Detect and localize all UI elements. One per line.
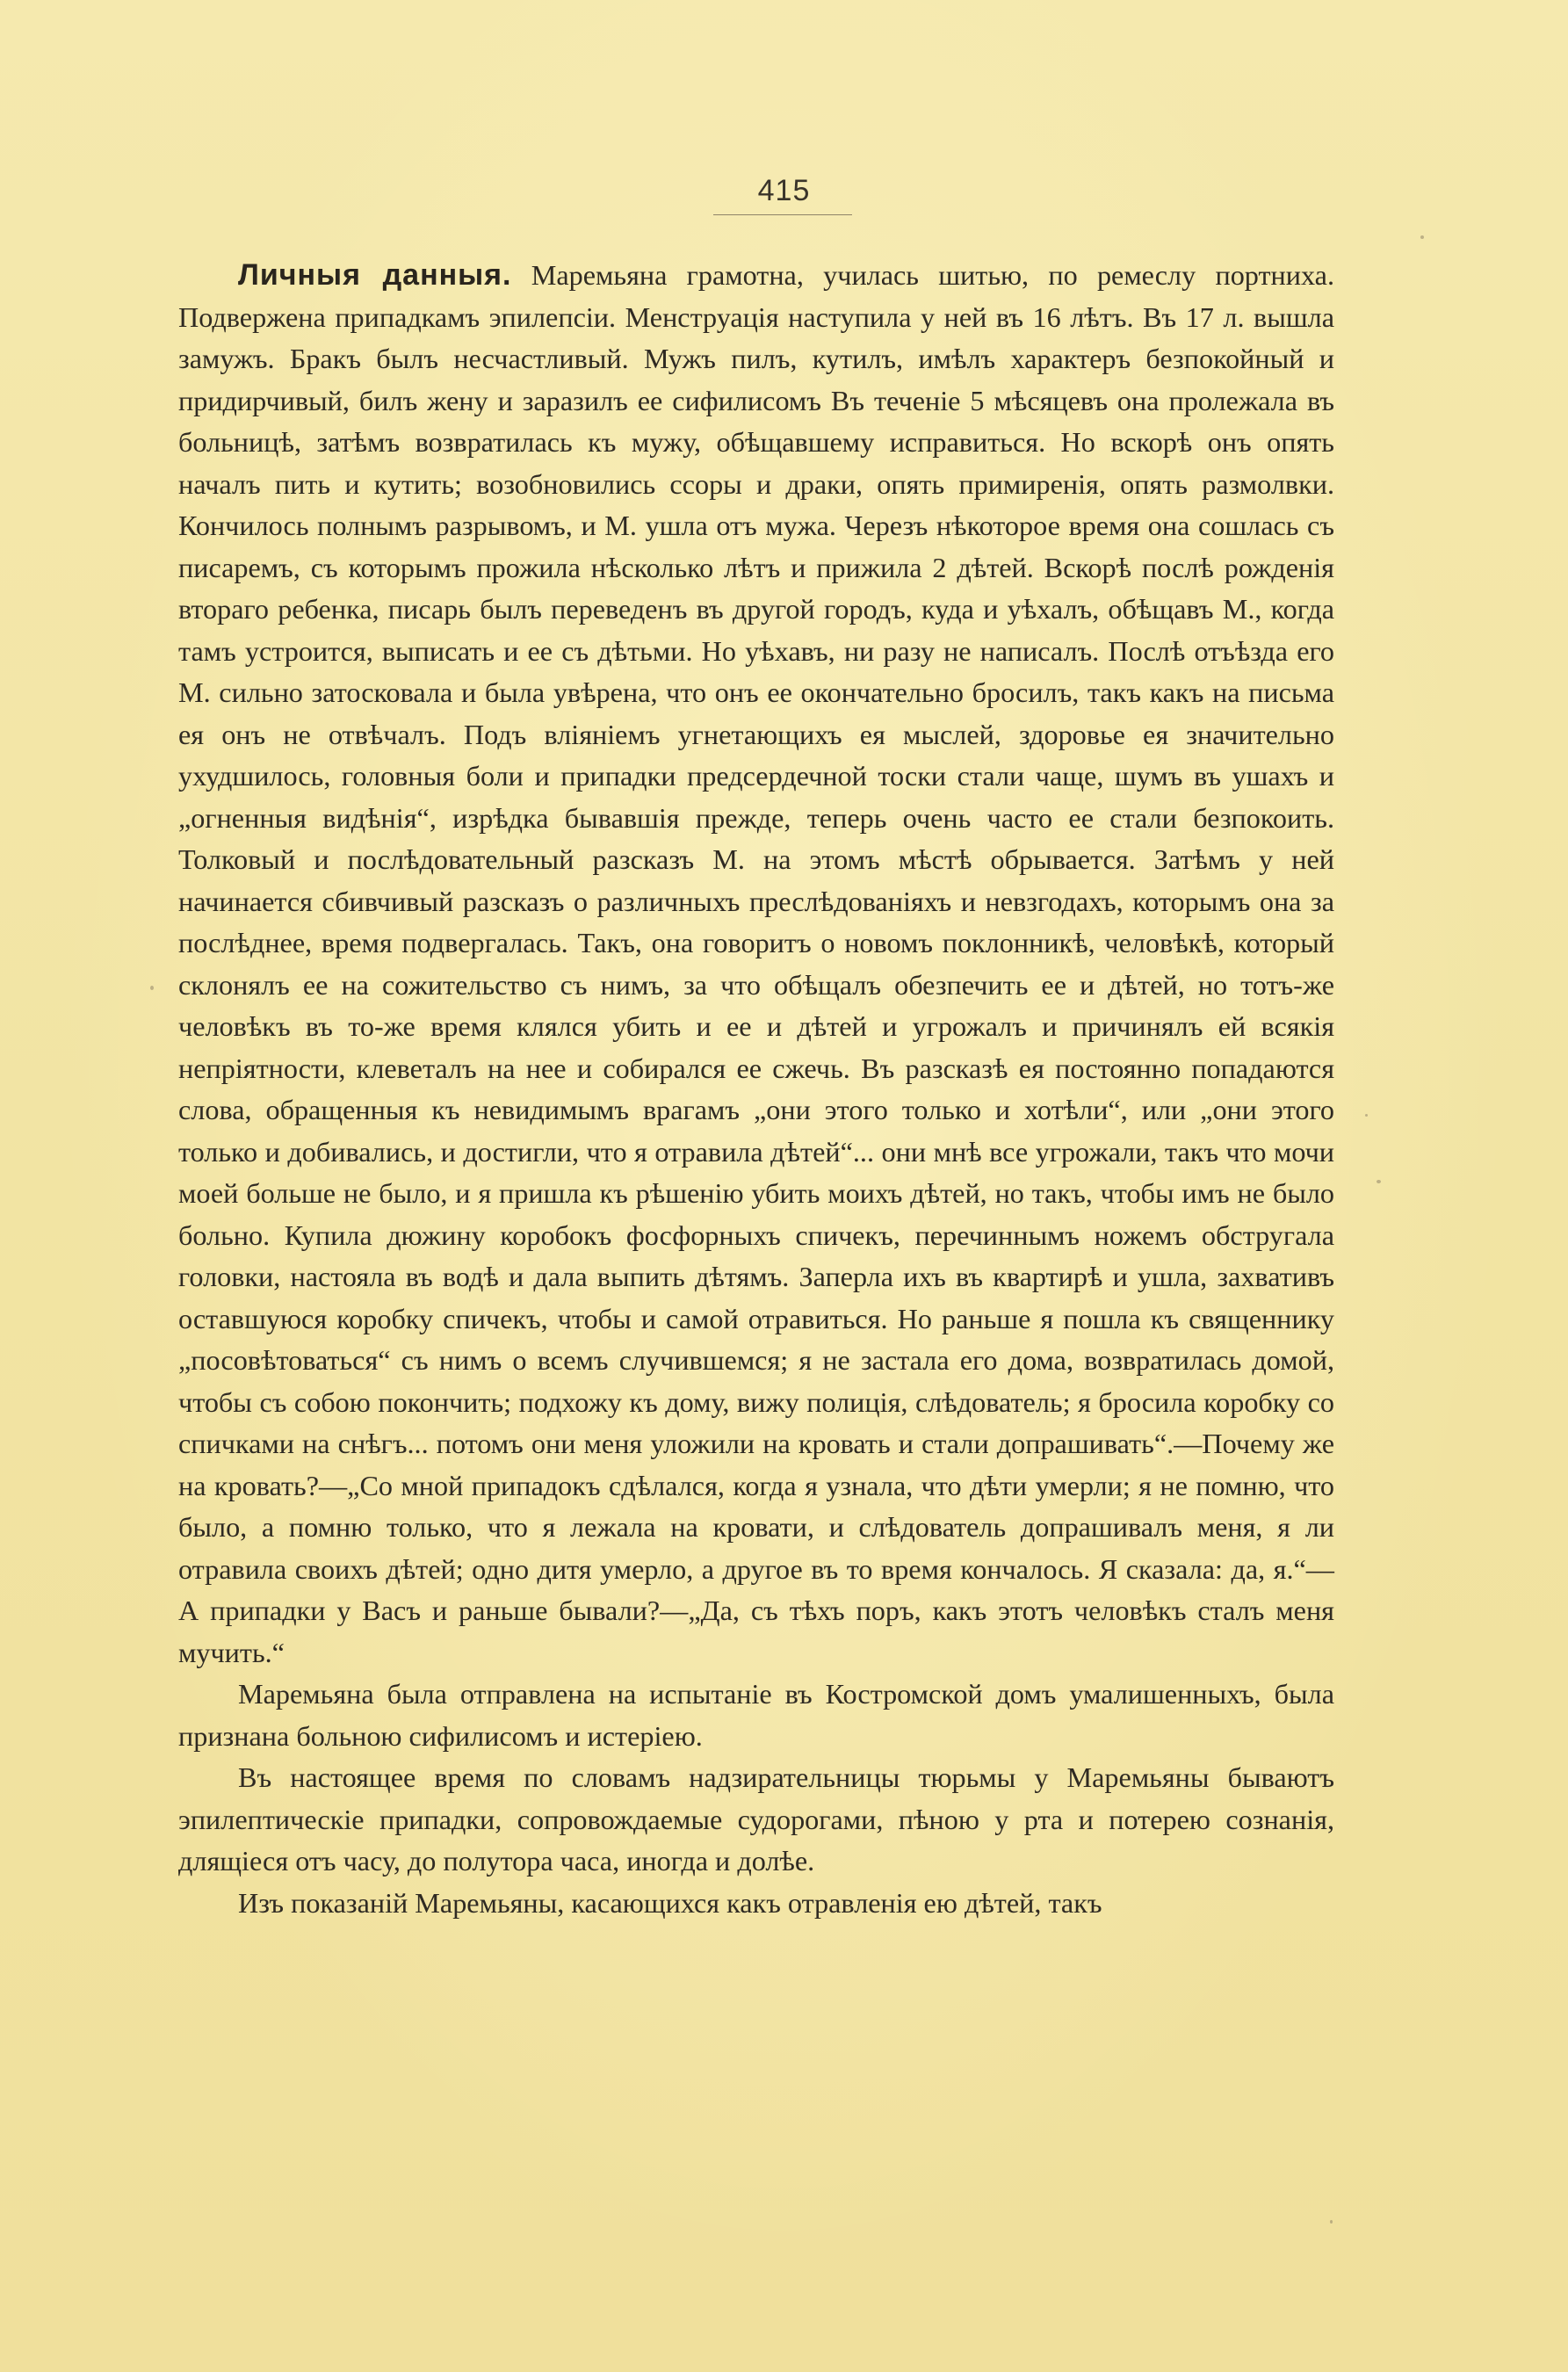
paragraph-asylum: Маремьяна была отправлена на испытаніе въ Костромской домъ умалишенныхъ, была признана больною сифилисомъ и истеріею. xyxy=(178,1678,1334,1752)
body-text xyxy=(178,255,1334,1924)
paragraph-personal-data xyxy=(178,255,1334,1674)
scan-speck xyxy=(1365,1114,1368,1117)
page-number: 415 xyxy=(757,174,811,207)
section-heading: Личныя данныя. xyxy=(238,258,512,292)
scan-speck xyxy=(1330,2220,1333,2224)
scan-speck xyxy=(150,986,154,990)
page-number-rule xyxy=(713,214,852,215)
paragraph-seizures: Въ настоящее время по словамъ надзирательницы тюрьмы у Маремьяны бываютъ эпилептическіе припадки, сопровождаемые судорогами, пѣною у рта и потерею сознанія, длящіеся отъ часу, до полутора часа, иногда и долѣе. xyxy=(178,1761,1334,1877)
paragraph-text: Маремьяна грамотна, училась шитью, по ремеслу портниха. Подвержена припадкамъ эпилепсіи. Менструація наступила у ней въ 16 лѣтъ. Въ 17 л. вышла замужъ. Бракъ былъ несчастливый. Мужъ пилъ, кутилъ, имѣлъ характеръ безпокойный и придирчивый, билъ жену и заразилъ ее сифилисомъ Въ теченіе 5 мѣсяцевъ она пролежала въ больницѣ, затѣмъ возвратилась къ мужу, обѣщавшему исправиться. Но вскорѣ онъ опять началъ пить и кутить; возобновились ссоры и драки, опять примиренія, опять размолвки. Кончилось полнымъ разрывомъ, и М. ушла отъ мужа. Черезъ нѣкоторое время она сошлась съ писаремъ, съ которымъ прожила нѣсколько лѣтъ и прижила 2 дѣтей. Вскорѣ послѣ рожденія втораго ребенка, писарь былъ переведенъ въ другой городъ, куда и уѣхалъ, обѣщавъ М., когда тамъ устроится, выписать и ее съ дѣтьми. Но уѣхавъ, ни разу не написалъ. Послѣ отъѣзда его М. сильно затосковала и была увѣрена, что онъ ее окончательно бросилъ, такъ какъ на письма ея онъ не отвѣчалъ. Подъ вліяніемъ угнетающихъ ея мыслей, здоровье ея значительно ухудшилось, головныя боли и припадки предсердечной тоски стали чаще, шумъ въ ушахъ и „огненныя видѣнія“, изрѣдка бывавшія прежде, теперь очень часто ее стали безпокоить. Толковый и послѣдовательный разсказъ М. на этомъ мѣстѣ обрывается. Затѣмъ у ней начинается сбивчивый разсказъ о различныхъ преслѣдованіяхъ и невзгодахъ, которымъ она за послѣднее, время подвергалась. Такъ, она говоритъ о новомъ поклонникѣ, человѣкѣ, который склонялъ ее на сожительство съ нимъ, за что обѣщалъ обезпечить ее и дѣтей, но тотъ-же человѣкъ въ то-же время клялся убить и ее и дѣтей и угрожалъ и причинялъ ей всякія непріятности, клеветалъ на нее и собирался ее сжечь. Въ разсказѣ ея постоянно попадаются слова, обращенныя къ невидимымъ врагамъ „они этого только и хотѣли“, или „они этого только и добивались, и достигли, что я отравила дѣтей“... они мнѣ все угрожали, такъ что мочи моей больше не было, и я пришла къ рѣшенію убить моихъ дѣтей, но такъ, чтобы имъ не было больно. Купила дюжину коробокъ фосфорныхъ спичекъ, перечиннымъ ножемъ обстругала головки, настояла въ водѣ и дала выпить дѣтямъ. Заперла ихъ въ квартирѣ и ушла, захвативъ оставшуюся коробку спичекъ, чтобы и самой отравиться. Но раньше я пошла къ священнику „посовѣтоваться“ съ нимъ о всемъ случившемся; я не застала его дома, возвратилась домой, чтобы съ собою покончить; подхожу къ дому, вижу полиція, слѣдователь; я бросила коробку со спичками на снѣгъ... потомъ они меня уложили на кровать и стали допрашивать“.—Почему же на кровать?—„Со мной припадокъ сдѣлался, когда я узнала, что дѣти умерли; я не помню, что было, а помню только, что я лежала на кровати, и слѣдователь допрашивалъ меня, я ли отравила своихъ дѣтей; одно дитя умерло, а другое въ то время кончалось. Я сказала: да, я.“—А припадки у Васъ и раньше бывали?—„Да, съ тѣхъ поръ, какъ этотъ человѣкъ сталъ меня мучить.“ xyxy=(178,259,1334,1668)
paragraph-testimony: Изъ показаній Маремьяны, касающихся какъ отравленія ею дѣтей, такъ xyxy=(238,1886,1102,1919)
scan-speck xyxy=(1377,1180,1381,1183)
scan-speck xyxy=(1420,235,1424,239)
